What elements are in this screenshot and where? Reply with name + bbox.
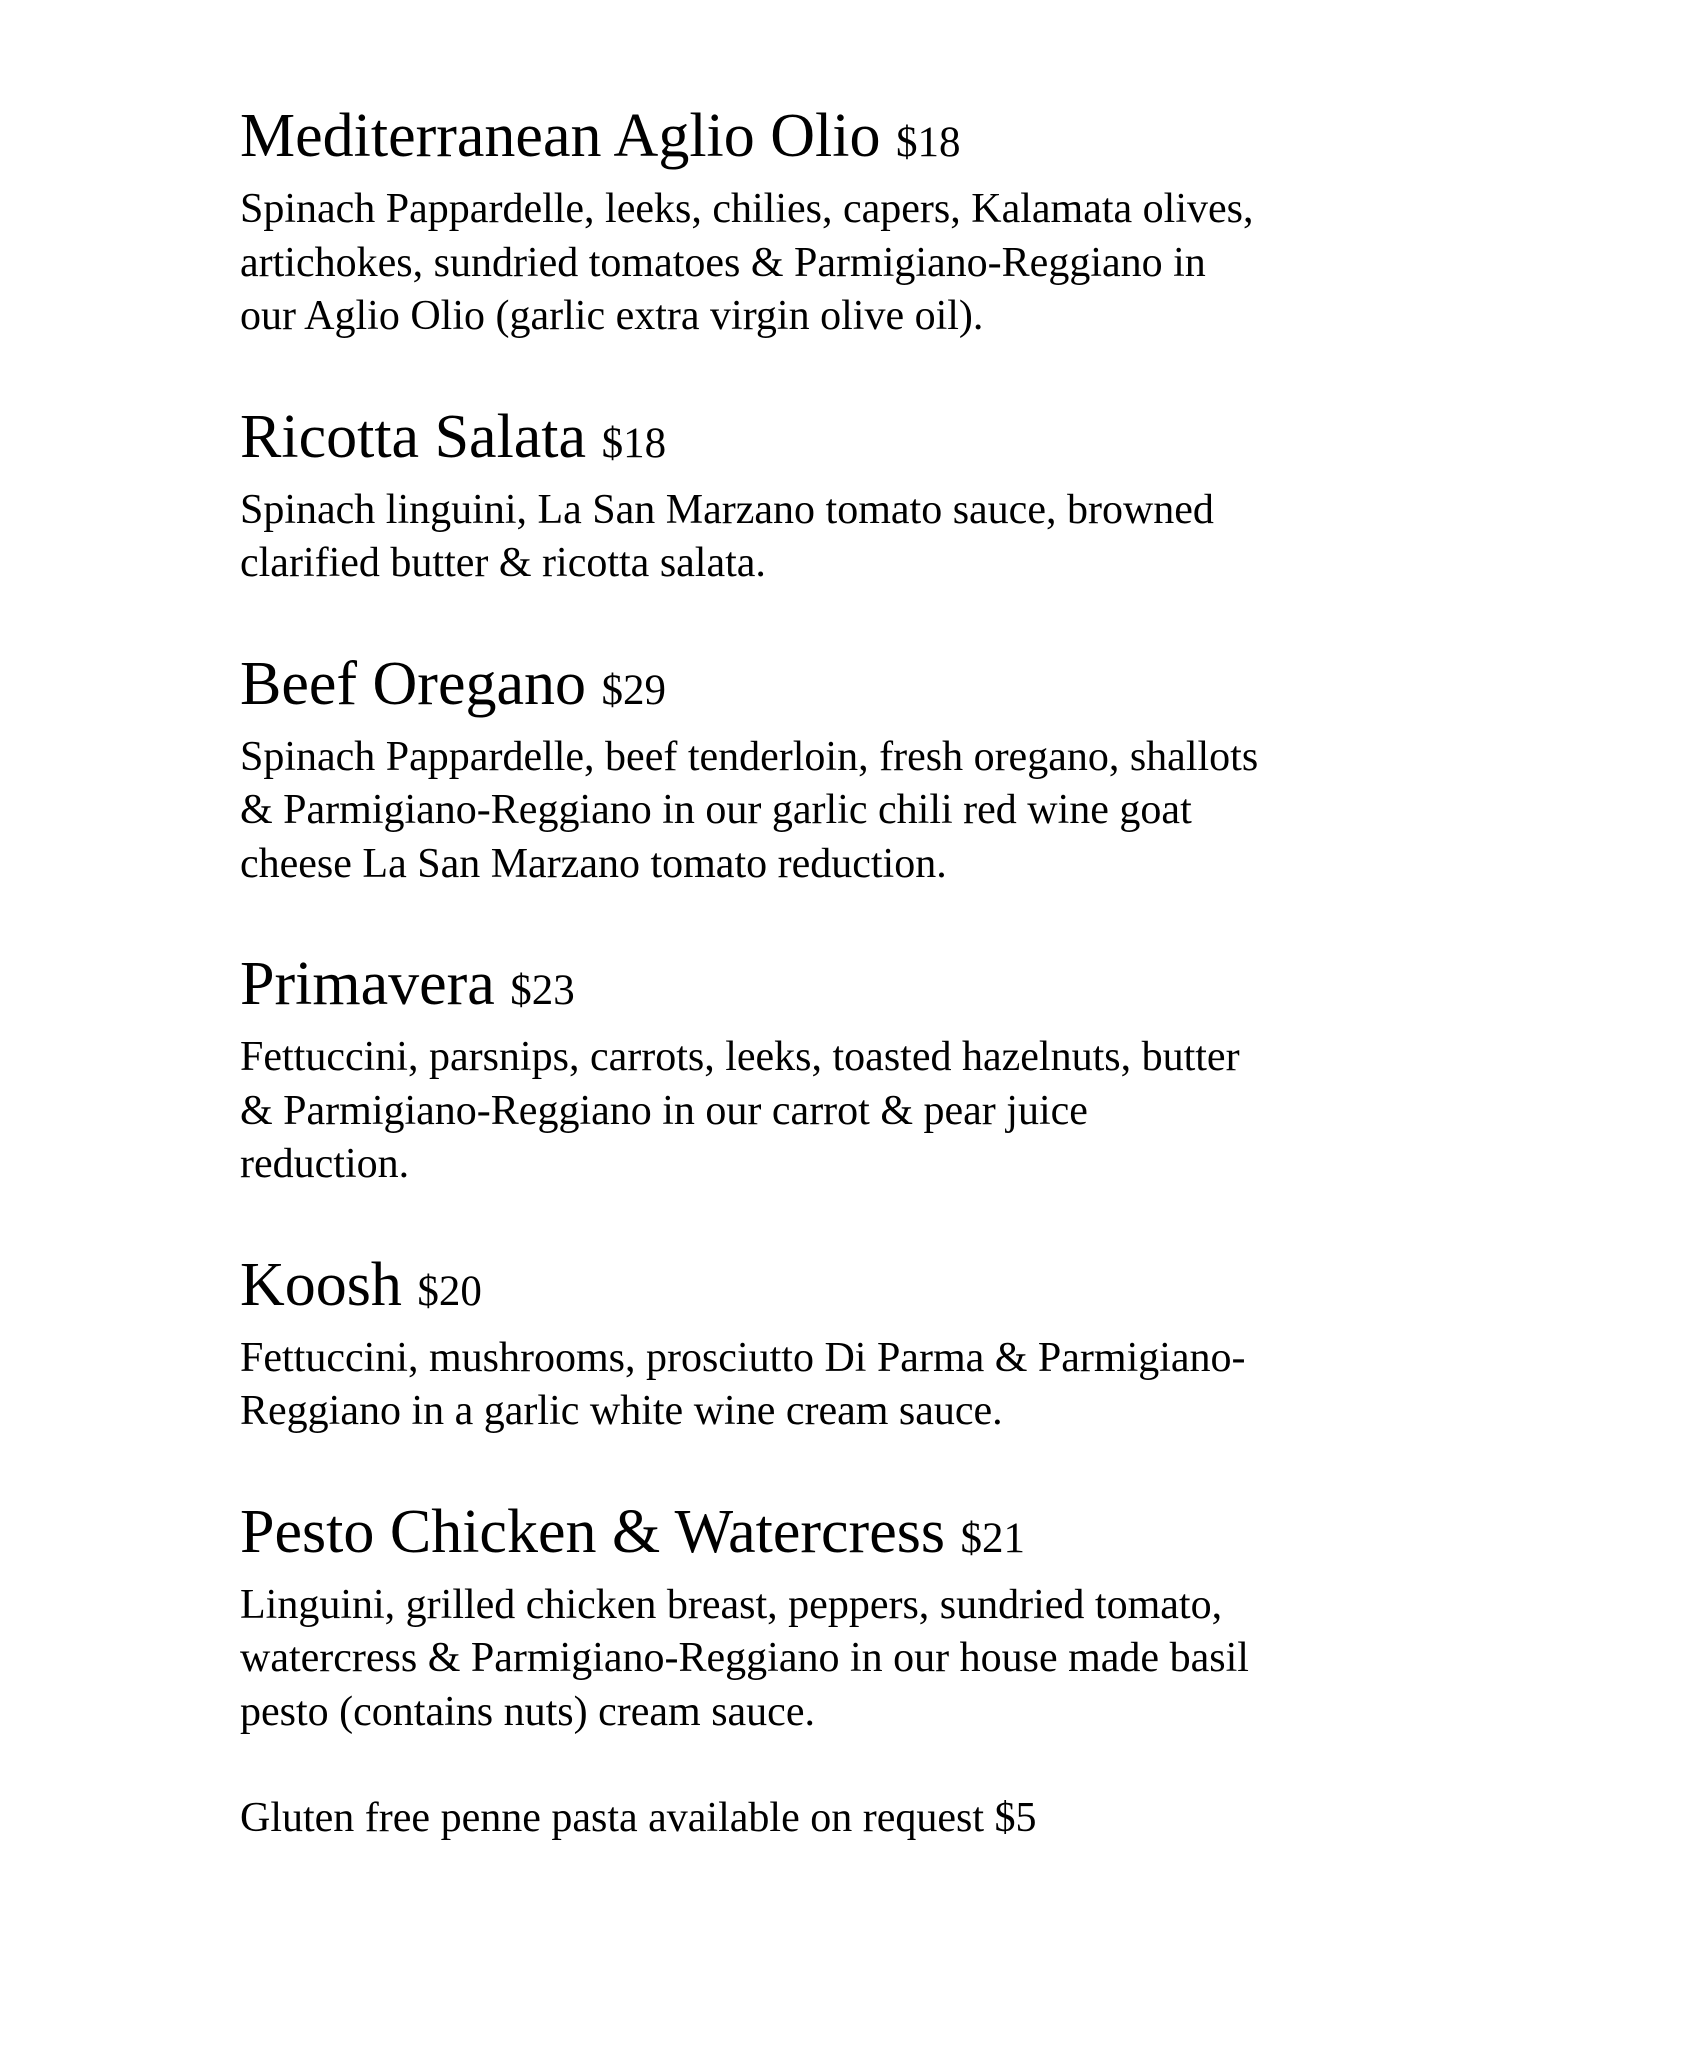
description-line: Reggiano in a garlic white wine cream sauce. xyxy=(240,1388,1003,1434)
description-line: Spinach Pappardelle, beef tenderloin, fresh oregano, shallots xyxy=(240,733,1259,780)
description-line: pesto (contains nuts) cream sauce. xyxy=(240,1688,815,1735)
menu-item-beef-oregano xyxy=(240,644,1440,892)
item-name: Pesto Chicken & Watercress xyxy=(240,1497,945,1566)
description-line: Fettuccini, mushrooms, prosciutto Di Parma & Parmigiano- xyxy=(240,1334,1246,1381)
item-name: Ricotta Salata xyxy=(240,402,587,471)
description-line: clarified butter & ricotta salata. xyxy=(240,540,766,586)
item-description xyxy=(240,1579,1440,1740)
item-title xyxy=(240,1492,1440,1579)
menu-item-mediterranean-aglio-olio xyxy=(240,96,1440,344)
description-line: watercress & Parmigiano-Reggiano in our house made basil xyxy=(240,1635,1249,1681)
item-title xyxy=(240,1245,1440,1332)
item-name: Koosh xyxy=(240,1250,402,1319)
description-line: reduction. xyxy=(240,1141,410,1187)
menu-item-koosh xyxy=(240,1245,1440,1439)
description-line: our Aglio Olio (garlic extra virgin olive oil). xyxy=(240,293,984,339)
item-price: $20 xyxy=(417,1267,482,1315)
item-description xyxy=(240,484,1440,591)
item-price: $18 xyxy=(601,419,667,467)
item-name: Primavera xyxy=(240,950,495,1018)
description-line: cheese La San Marzano tomato reduction. xyxy=(240,840,947,887)
item-description xyxy=(240,731,1440,892)
item-name: Mediterranean Aglio Olio xyxy=(240,102,881,170)
description-line: & Parmigiano-Reggiano in our carrot & pear juice xyxy=(240,1087,1088,1134)
description-line: Linguini, grilled chicken breast, peppers, sundried tomato, xyxy=(240,1581,1223,1628)
item-price: $23 xyxy=(510,967,575,1014)
menu-page xyxy=(240,96,1440,1846)
description-line: & Parmigiano-Reggiano in our garlic chili red wine goat xyxy=(240,787,1192,833)
item-title xyxy=(240,96,1440,183)
item-description xyxy=(240,1332,1440,1439)
item-title xyxy=(240,397,1440,484)
item-name: Beef Oregano xyxy=(240,649,586,718)
menu-item-pesto-chicken-watercress xyxy=(240,1492,1440,1740)
menu-item-ricotta-salata xyxy=(240,397,1440,591)
description-line: Spinach linguini, La San Marzano tomato sauce, browned xyxy=(240,486,1214,533)
description-line: Fettuccini, parsnips, carrots, leeks, toasted hazelnuts, butter xyxy=(240,1034,1240,1080)
menu-item-primavera xyxy=(240,944,1440,1192)
item-price: $29 xyxy=(601,666,666,714)
item-description xyxy=(240,183,1440,344)
gluten-free-note: Gluten free penne pasta available on request $5 xyxy=(240,1795,1037,1841)
item-title xyxy=(240,944,1440,1031)
description-line: Spinach Pappardelle, leeks, chilies, capers, Kalamata olives, xyxy=(240,186,1254,232)
description-line: artichokes, sundried tomatoes & Parmigiano-Reggiano in xyxy=(240,239,1206,286)
item-description xyxy=(240,1031,1440,1192)
item-price: $21 xyxy=(960,1514,1025,1562)
item-title xyxy=(240,644,1440,731)
item-price: $18 xyxy=(896,119,961,166)
